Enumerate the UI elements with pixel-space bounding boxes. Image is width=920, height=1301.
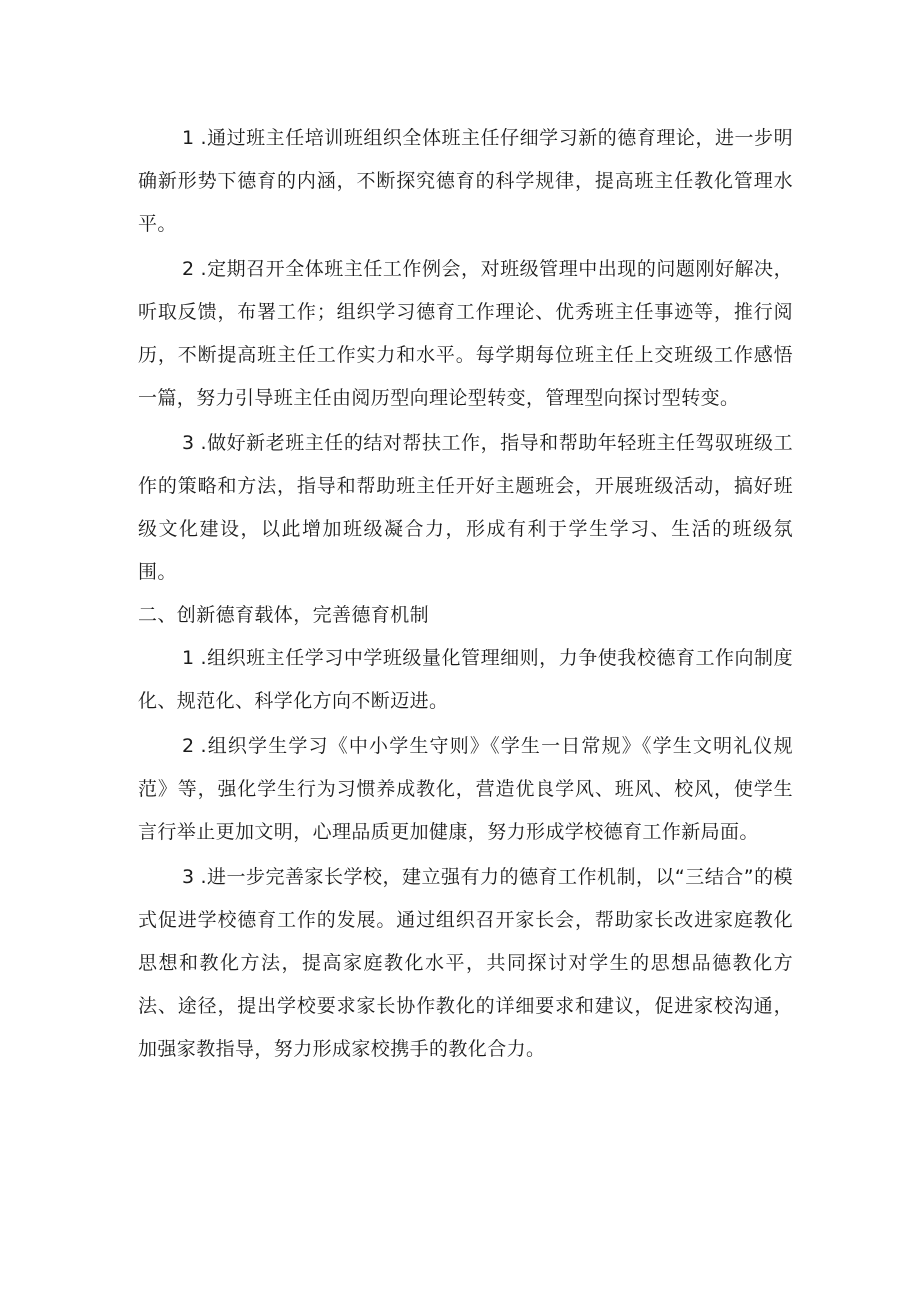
paragraph-text: .做好新老班主任的结对帮扶工作，指导和帮助年轻班主任驾驭班级工作的策略和方法，指导和帮助班主任开好主题班会，开展班级活动，搞好班级文化建设，以此增加班级凝合力，形成有利于学生学习、生活的班级氛围。 xyxy=(138,432,793,583)
paragraph-text: .组织学生学习《中小学生守则》《学生一日常规》《学生文明礼仪规范》等，强化学生行为习惯养成教化，营造优良学风、班风、校风，使学生言行举止更加文明，心理品质更加健康，努力形成学校德育工作新局面。 xyxy=(138,735,793,843)
paragraph-3 xyxy=(138,422,793,594)
paragraph-2 xyxy=(138,248,793,420)
document-body xyxy=(138,117,793,1071)
paragraph-number: 3 xyxy=(182,432,195,454)
paragraph-text: .通过班主任培训班组织全体班主任仔细学习新的德育理论，进一步明确新形势下德育的内涵，不断探究德育的科学规律，提高班主任教化管理水平。 xyxy=(138,127,793,235)
paragraph-text: .定期召开全体班主任工作例会，对班级管理中出现的问题刚好解决，听取反馈，布署工作；组织学习德育工作理论、优秀班主任事迹等，推行阅历，不断提高班主任工作实力和水平。每学期每位班主任上交班级工作感悟一篇，努力引导班主任由阅历型向理论型转变，管理型向探讨型转变。 xyxy=(138,258,793,409)
paragraph-text: .进一步完善家长学校，建立强有力的德育工作机制，以“三结合”的模式促进学校德育工作的发展。通过组织召开家长会，帮助家长改进家庭教化思想和教化方法，提高家庭教化水平，共同探讨对学生的思想品德教化方法、途径，提出学校要求家长协作教化的详细要求和建议，促进家校沟通，加强家教指导，努力形成家校携手的教化合力。 xyxy=(138,866,793,1060)
section-paragraph-3 xyxy=(138,856,793,1071)
section-paragraph-2 xyxy=(138,725,793,854)
section-paragraph-1 xyxy=(138,637,793,723)
section-heading: 二、创新德育载体，完善德育机制 xyxy=(138,604,430,626)
paragraph-number: 1 xyxy=(182,127,195,149)
paragraph-number: 2 xyxy=(182,735,195,757)
paragraph-1 xyxy=(138,117,793,246)
paragraph-text: .组织班主任学习中学班级量化管理细则，力争使我校德育工作向制度化、规范化、科学化方向不断迈进。 xyxy=(138,647,793,712)
paragraph-number: 3 xyxy=(182,866,195,888)
paragraph-number: 1 xyxy=(182,647,195,669)
paragraph-number: 2 xyxy=(182,258,195,280)
